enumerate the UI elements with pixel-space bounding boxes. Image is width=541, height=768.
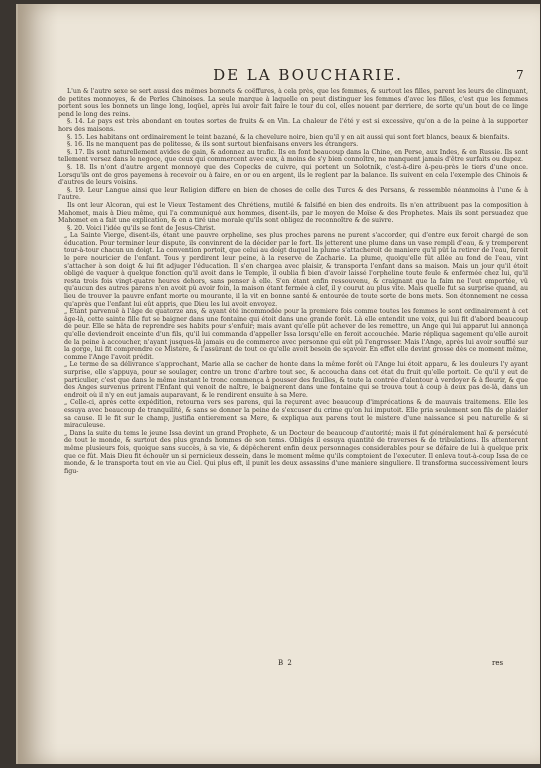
- paragraph: §. 14. Le pays est très abondant en toutes sortes de fruits & en Vin. La chaleur de l'été y est si excessive, qu'on a de la peine à la supporter hors des maisons.: [58, 118, 528, 133]
- quoted-paragraph: „ Le terme de sa délivrance s'approchant, Marie alla se cacher de honte dans la même forêt où l'Ange lui étoit apparu, & les douleurs l'y ayant surprise, elle s'appuya, pour se soulager, contre un tronc d'arbre tout sec, & accoucha dans cet état du fruit qu'elle portoit. Ce qu'il y eut de particulier, c'est que dans le même instant le tronc commença à pousser des feuilles, & toute la contrée d'alentour à verdoyer & à fleurir, & que des Anges survenus prirent l'Enfant qui venoit de naître, le baignerent dans une fontaine qui se trouva tout à coup à deux pas de-là, dans un endroit où il n'y en eut jamais auparavant, & le rendirent ensuite à sa Mere.: [64, 361, 528, 399]
- paragraph: §. 17. Ils sont naturellement avides de gain, & adonnez au trafic. Ils en font beaucoup dans la Chine, en Perse, aux Indes, & en Russie. Ils sont tellement versez dans le negoce, que ceux qui commercent avec eux, à moins de s'y bien connoître, ne manquent jamais d'être surfaits ou dupez.: [58, 148, 528, 164]
- paragraph: L'un & l'autre sexe se sert aussi des mêmes bonnets & coëffures, à cela près, que les femmes, & surtout les filles, parent les leurs de clinquant, de petites monnoyes, & de Perles Chinoises. La seule marque à laquelle on peut distinguer les femmes d'avec les filles, c'est que les femmes portent sous les bonnets un linge long, loqüel, après lui avoir fait faire le tour du col, elles nouent par derriere, de sorte qu'un bout de ce linge pend le long des reins.: [58, 88, 528, 118]
- paragraph: Ils ont leur Alcoran, qui est le Vieux Testament des Chrétiens, mutilé & falsifié en bien des endroits. Ils n'en attribuent pas la composition à Mahomet, mais à Dieu même, qui l'a communiqué aux hommes, disent-ils, par le moyen de Moïse & des Prophetes. Mais ils sont persuadez que Mahomet en a fait une explication, & en a tiré une morale qu'ils sont obligez de reconnoître & de suivre.: [58, 201, 528, 225]
- paragraph: §. 18. Ils n'ont d'autre argent monnoyé que des Copecks de cuivre, qui portent un Solotnik, c'est-à-dire à-peu-près le tiers d'une once. Lorsqu'ils ont de gros payemens à recevoir ou à faire, en or ou en argent, ils le reglent par la balance. Ils suivent en cela l'exemple des Chinois & d'autres de leurs voisins.: [58, 163, 528, 187]
- quoted-paragraph: „ Etant parvenuë à l'âge de quatorze ans, & ayant été incommodée pour la premiere fois comme toutes les femmes le sont ordinairement à cet âge-là, cette sainte fille fut se baigner dans une fontaine qui étoit dans une grande forêt. Là elle entendit une voix, qui lui fit d'abord beaucoup de peur. Elle se hâta de reprendre ses habits pour s'enfuir; mais avant qu'elle pût achever de les remettre, un Ange qui lui apparut lui annonça qu'elle deviendroit enceinte d'un fils, qu'il lui commanda d'appeller Issa lorsqu'elle en feroit accouchée. Marie répliqua sagement qu'elle auroit de la peine à accoucher, n'ayant jusques-là jamais eu de commerce avec personne qui eût pû l'engrosser. Mais l'Ange, après lui avoir soufflé sur la gorge, lui fit comprendre ce Mistere, & l'assûrant de tout ce qu'elle avoit besoin de sçavoir. En effet elle devint grosse dès ce moment même, comme l'Ange l'avoit prédit.: [64, 308, 528, 361]
- quoted-paragraph: „ Celle-ci, après cette expédition, retourna vers ses parens, qui la reçurent avec beaucoup d'imprécations & de mauvais traitemens. Elle les essuya avec beaucoup de tranquilité, & sans se donner la peine de s'excuser du crime qu'on lui imputoit. Elle pria seulement son fils de plaider sa cause. Il le fit sur le champ, justifia entierement sa Mere, & expliqua aux parens tout le mistere d'une naissance si peu naturelle & si miraculeuse.: [64, 399, 528, 430]
- paragraph: §. 20. Voici l'idée qu'ils se font de Jesus-Christ.: [67, 224, 216, 232]
- gutter-shadow: [18, 4, 58, 764]
- quoted-paragraph: „ Dans la suite du tems le jeune Issa devint un grand Prophete, & un Docteur de beaucoup d'autorité; mais il fut généralement haï & persécuté de tout le monde, & surtout des plus grands hommes de son tems. Obligés il essuya quantité de traverses & de tribulations. Ils attenterent même plusieurs fois, quoique sans succès, à sa vie, & dépêcherent enfin deux personnages considerables pour se défaire de lui à quelque prix que ce fût. Mais Dieu fit échouër un si pernicieux dessein, dans le moment même qu'ils comptoient de l'executer. Il enleva tout-à-coup Issa de ce monde, & le transporta tout en vie au Ciel. Qui plus eft, il punit les deux assassins d'une maniere singuliere. Il transforma successivement leurs figu-: [64, 429, 528, 475]
- page-title: DE LA BOUCHARIE.: [213, 66, 403, 84]
- paragraph: §. 16. Ils ne manquent pas de politesse, & ils sont surtout bienfaisans envers les étrangers.: [67, 141, 359, 149]
- paragraph: §. 15. Les habitans ont ordinairement le teint bazané, & la chevelure noire, bien qu'il y en ait aussi qui sont fort blancs, beaux & bienfaits.: [67, 133, 510, 141]
- signature-mark: B 2: [278, 659, 293, 667]
- book-page: [16, 4, 540, 764]
- page-number: 7: [516, 68, 524, 82]
- quoted-paragraph: „ La Sainte Vierge, disent-ils, étant une pauvre orpheline, ses plus proches parens ne purent s'accorder, qui d'entre eux feroit chargé de son éducation. Pour terminer leur dispute, ils convinrent de la décider par le fort. Ils jetterent une plume dans un vase rempli d'eau, & y tremperent tour-à-tour chacun un doigt. La convention portoit, que celui au doigt duquel la plume s'attacheroit de maniere qu'il pût la retirer de l'eau, feroit le pere nouricier de l'enfant. Tous y perdirent leur peine, à la reserve de Zacharie. La plume, quoiqu'elle fût allée au fond de l'eau, vint s'attacher à son doigt & lui fit adjuger l'éducation. Il s'en chargea avec plaisir, & transporta l'enfant dans sa maison. Mais un jour qu'il étoit obligé de vaquer à quelque fonction qu'il avoit dans le Temple, il oublia fi bien d'avoir laissé l'orpheline toute feule & enfermée chez lui, qu'il resta trois fois vingt-quatre heures dehors, sans penser à elle. S'en étant enfin ressouvenu, & craignant que la faim ne l'eut emportée, vû qu'aucun des autres parens n'en avoit pû avoir foin, la maison étant fermée à clef, il y courut au plus vite. Mais quelle fut sa surprise quand, au lieu de trouver la pauvre enfant morte ou mourante, il la vit en bonne santé & entourée de toute sorte de bons mets. Son étonnement ne cessa qu'après que l'enfant lui eût appris, que Dieu les lui avoit envoyez.: [64, 232, 528, 308]
- paragraph: §. 19. Leur Langue ainsi que leur Religion differe en bien de choses de celle des Turcs & des Persans, & ressemble néanmoins à l'une & à l'autre.: [58, 186, 528, 202]
- catchword: res: [492, 659, 504, 667]
- body-text: [58, 88, 528, 648]
